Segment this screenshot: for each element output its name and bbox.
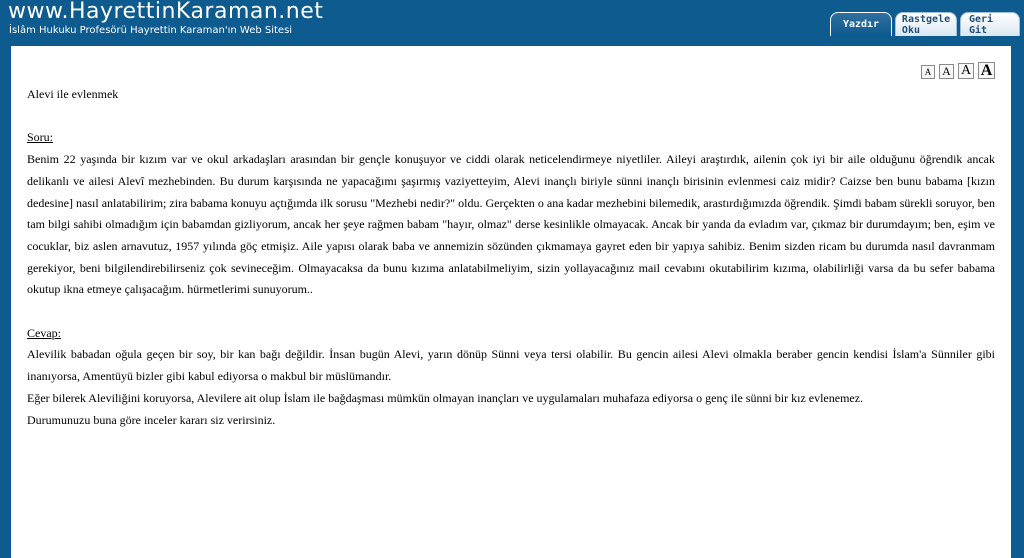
question-text: Benim 22 yaşında bir kızım var ve okul arkadaşları arasından bir gençle konuşuyor ve ciddi olarak neticelendirmeye niyetliler. Aileyi araştırdık, ailenin çok iyi bir aile olduğunu öğrendik ancak delikanlı ve ailesi Alevî mezhebinden. Bu durum karşısında ne yapacağımı şaşırmış vaziyetteyim, Alevi inançlı biriyle sünni inançlı birisinin evlenmesi caiz midir? Caizse ben bunu babama [kızın dedesine] nasıl anlatabilirim; zira babama konuyu açtığımda ilk sorusu "Mezhebi nedir?" oldu. Gerçekten o ana kadar mezhebini bilemedik, arastırdığımızda öğrendik. Şimdi babam sürekli soruyor, ben tam bilgi sahibi olmadığım için babamdan gizliyorum, ancak her şeye rağmen babam "hayır, olmaz" derse kesinlikle olmayacak. Ancak bir yanda da evladım var, çıkmaz bir durumdayım; ben, eşim ve cocuklar, biz aslen arnavutuz, 1957 yılında göç etmişiz. Aile yapısı olarak baba ve annemizin sözünden çıkmamaya gayret eden bir yapıya sahibiz. Benim sizden ricam bu durumda nasıl davranmam gerekiyor, beni bilgilendirebilirseniz çok sevineceğim. Olmayacaksa da bunu kızıma anlatabilmeliyim, sizin yollayacağınız mail cevabını okutabilirim kızıma, olabilirliği varsa da bu sefer babama okutup ikna etmeye çalışacağım. hürmetlerimi sunuyorum.. <box>27 152 995 297</box>
font-size-large-button[interactable]: A <box>958 63 974 79</box>
tab-print[interactable]: Yazdır <box>830 12 892 36</box>
site-title[interactable]: www.HayrettinKaraman.net <box>8 0 324 24</box>
answer-label: Cevap: <box>27 325 61 340</box>
article <box>27 84 995 431</box>
article-title: Alevi ile evlenmek <box>27 87 119 101</box>
font-size-small-button[interactable]: A <box>939 64 954 79</box>
spacer <box>27 301 995 323</box>
site-header <box>0 0 1024 46</box>
answer-paragraph: Alevilik babadan oğula geçen bir soy, bir kan bağı değildir. İnsan bugün Alevi, yarın dönüp Sünni veya tersi olabilir. Bu gencin ailesi Alevi olmakla beraber gencin kendisi İslam'a Sünniler gibi inanıyorsa, Amentüyü bizler gibi kabul ediyorsa o makbul bir müslümandır. <box>27 347 995 384</box>
font-size-controls <box>921 62 995 79</box>
site-subtitle: İslâm Hukuku Profesörü Hayrettin Karaman'ın Web Sitesi <box>9 25 293 36</box>
answer-paragraph: Durumunuzu buna göre inceler kararı siz verirsiniz. <box>27 412 276 427</box>
content-panel <box>11 46 1011 558</box>
answer-paragraph: Eğer bilerek Aleviliğini koruyorsa, Alevilere ait olup İslam ile bağdaşması mümkün olmayan inançları ve uygulamaları muhafaza ediyorsa o genç ile sünni bir kız evlenemez. <box>27 390 864 405</box>
question-label: Soru: <box>27 130 54 145</box>
font-size-largest-button[interactable]: A <box>978 62 995 79</box>
tab-go-back[interactable]: Geri Git <box>960 12 1020 36</box>
tab-bar <box>830 12 1020 36</box>
tab-random-read[interactable]: Rastgele Oku <box>895 12 957 36</box>
font-size-smallest-button[interactable]: A <box>921 65 935 79</box>
